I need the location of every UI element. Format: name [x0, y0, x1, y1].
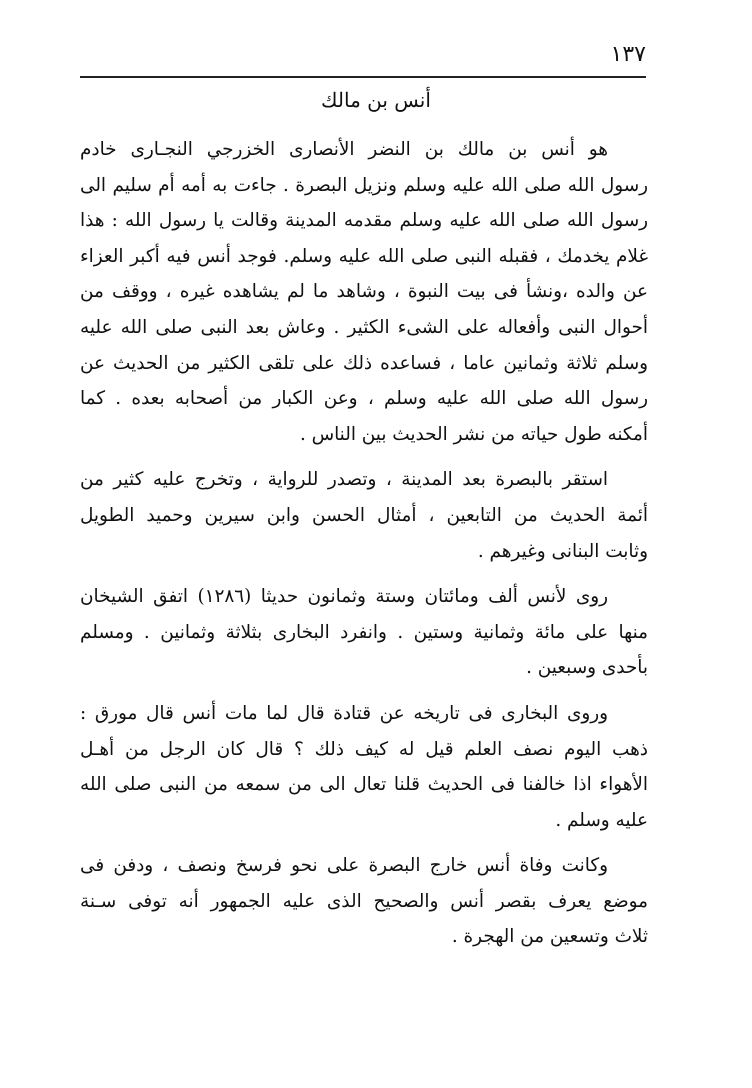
paragraph-narrations: [80, 579, 648, 686]
paragraph-biography: [80, 132, 648, 452]
text-line: موضع يعرف بقصر أنس والصحيح الذى عليه الجمهور أنه توفى سـنة: [80, 890, 648, 912]
text-line: بأحدى وسبعين .: [526, 657, 648, 679]
page-number: ١٣٧: [610, 42, 646, 67]
text-line: الأهواء اذا خالفنا فى الحديث قلنا تعال الى من سمعه من النبى صلى الله: [80, 774, 648, 796]
header-rule: [80, 76, 646, 78]
body-text: [80, 132, 648, 955]
text-line: ثلاث وتسعين من الهجرة .: [451, 926, 648, 948]
text-line: استقر بالبصرة بعد المدينة ، وتصدر للرواية ، وتخرج عليه كثير من: [80, 469, 608, 491]
text-line: منها على مائة وثمانية وستين . وانفرد البخارى بثلاثة وثمانين . ومسلم: [80, 621, 648, 643]
text-line: وكانت وفاة أنس خارج البصرة على نحو فرسخ ونصف ، ودفن فى: [80, 855, 608, 877]
text-line: رسول الله صلى الله عليه وسلم ، وعن الكبار من أصحابه بعده . كما: [80, 388, 648, 410]
text-line: أئمة الحديث من التابعين ، أمثال الحسن وابن سيرين وحميد الطويل: [80, 504, 648, 526]
text-line: عن والده ،ونشأ فى بيت النبوة ، وشاهد ما لم يشاهده غيره ، ووقف من: [80, 281, 648, 303]
text-line: وسلم ثلاثة وثمانين عاما ، فساعده ذلك على تلقى الكثير من الحديث عن: [80, 352, 648, 374]
text-line: روى لأنس ألف ومائتان وستة وثمانون حديثا (١٢٨٦) اتفق الشيخان: [80, 586, 608, 608]
text-line: ذهب اليوم نصف العلم قيل له كيف ذلك ؟ قال كان الرجل من أهـل: [80, 738, 648, 760]
text-line: رسول الله صلى الله عليه وسلم ونزيل البصرة . جاءت به أمه أم سليم الى: [80, 174, 648, 196]
text-line: أمكنه طول حياته من نشر الحديث بين الناس .: [299, 423, 648, 445]
text-line: عليه وسلم .: [555, 809, 648, 831]
text-line: هو أنس بن مالك بن النضر الأنصارى الخزرجي النجـارى خادم: [80, 139, 608, 160]
paragraph-bukhari: [80, 696, 648, 838]
text-line: وروى البخارى فى تاريخه عن قتادة قال لما مات أنس قال مورق :: [80, 702, 608, 724]
paragraph-basra: [80, 462, 648, 569]
paragraph-death: [80, 848, 648, 955]
text-line: أحوال النبى وأفعاله على الشىء الكثير . وعاش بعد النبى صلى الله عليه: [80, 316, 648, 338]
text-line: رسول الله صلى الله عليه وسلم مقدمه المدينة وقالت يا رسول الله : هذا: [80, 210, 648, 232]
text-line: غلام يخدمك ، فقبله النبى صلى الله عليه وسلم. فوجد أنس فيه أكبر العزاء: [80, 245, 648, 267]
chapter-title: أنس بن مالك: [321, 88, 431, 112]
text-line: وثابت البنانى وغيرهم .: [477, 540, 648, 562]
